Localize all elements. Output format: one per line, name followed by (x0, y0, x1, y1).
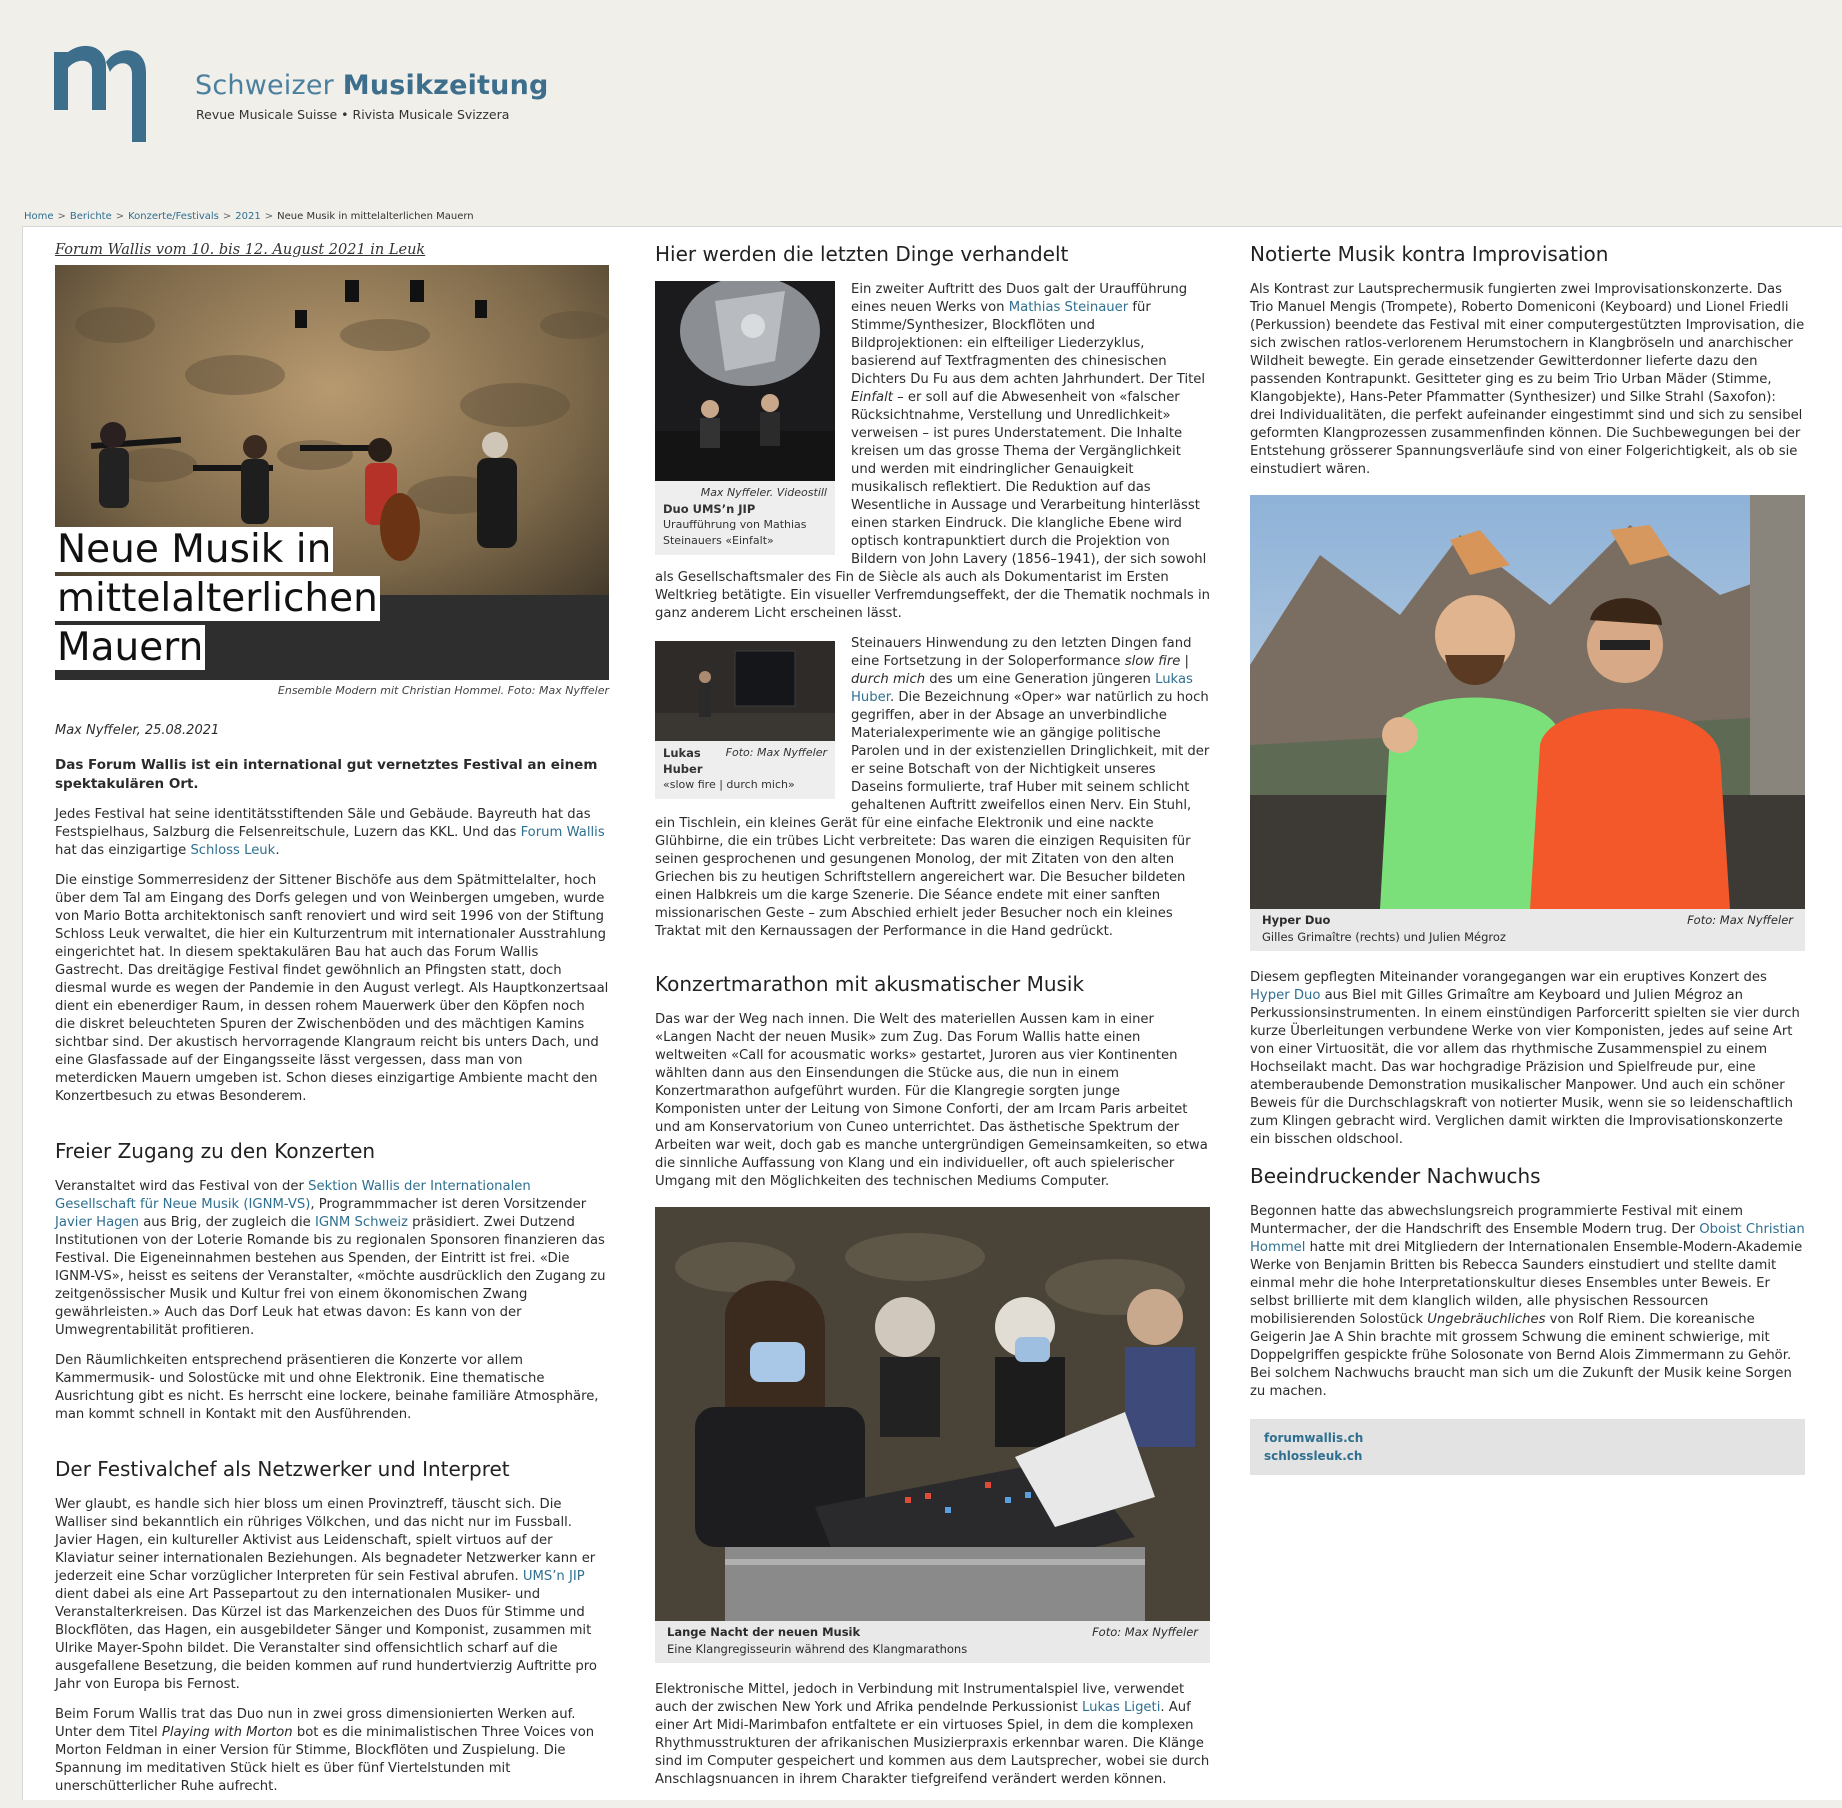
paragraph-11: Als Kontrast zur Lautsprechermusik fungierten zwei Improvisationskonzerte. Das Trio Manuel Mengis (Trompete), Roberto Domeniconi (Keyboard) und Lionel Friedli (Perkussion) beendete das Festival mit einer computergestützten Improvisation, die sich zwischen ratlos-verlorenem Herumstochern in Klangbröseln und anarchischer Wildheit bewegte. Ein gerade einsetzender Gewitterdonner lieferte dazu den passenden Kontrapunkt. Gesitteter ging es zu beim Trio Urban Mäder (Stimme, Klangobjekte), Hans-Peter Pfammatter (Synthesizer) und Silke Strahl (Saxofon): drei Individualitäten, die perfekt aufeinander eingestimmt sind und sich zu sensibel geformten Klangprozessen zusammenfinden können. Die Suchbewegungen bei der Entstehung grösserer Spannungsverläufe sind von einer Folgerichtigkeit, als ob sie einstudiert wären. (1250, 282, 1805, 477)
paragraph-8: Steinauers Hinwendung zu den letzten Dingen fand eine Fortsetzung in der Soloperformance slow fire | durch mich des um eine Generation jüngeren Lukas Huber. Die Bezeichnung «Oper» war natürlich zu hoch gegriffen, aber in der Absage an unverbindliche Materialexperimente wie an gängige politische Parolen und in der existenziellen Dringlichkeit, mit der er seine Botschaft von der Nichtigkeit unseres Daseins formulierte, traf Huber mit seinem schlicht gehaltenen Auftritt zweifellos einen Nerv. Ein Stuhl, ein Tischlein, ein kleines Gerät für eine einfache Elektronik und eine nackte Glühbirne, die ein trübes Licht verbreitete: Das waren die einzigen Requisiten für seinen gesprochenen und gesungenen Monolog, der mit Zitaten von den alten Griechen bis zu heutigen Schriftstellern angereichert war. Die Besucher bildeten einen Halbkreis um die karge Szenerie. Die Séance endete mit einer sanften missionarischen Geste – zum Abschied erhielt jeder Besucher noch ein kleines Traktat mit den Kernaussagen der Performance in die Hand gedrückt. (655, 636, 1210, 939)
link-hyper-duo[interactable]: Hyper Duo (1250, 988, 1321, 1003)
link-schloss-leuk[interactable]: Schloss Leuk (190, 843, 276, 858)
breadcrumb: Home > Berichte > Konzerte/Festivals > 2021 > Neue Musik in mittelalterlichen Mauern (24, 211, 474, 222)
paragraph-6: Beim Forum Wallis trat das Duo nun in zwei gross dimensionierten Werken auf. Unter dem Titel Playing with Morton bot es die minimalistischen Three Voices von Morton Feldman in einer Version für Stimme, Blockflöten und Zuspielung. Die Spannung im meditativen Stück hielt es über fünf Viertelstunden mit unerschütterlicher Ruhe aufrecht. (55, 1707, 595, 1794)
figure-nacht-title: Lange Nacht der neuen Musik (667, 1625, 861, 1639)
link-ignm-schweiz[interactable]: IGNM Schweiz (314, 1215, 408, 1230)
breadcrumb-konzerte[interactable]: Konzerte/Festivals (128, 211, 219, 222)
article-title (55, 525, 380, 672)
article-kicker: Forum Wallis vom 10. bis 12. August 2021 in Leuk (55, 242, 426, 258)
figure-huber-credit: Foto: Max Nyffeler (725, 746, 827, 759)
breadcrumb-year[interactable]: 2021 (235, 211, 261, 222)
smz-m-logo[interactable] (54, 44, 156, 142)
byline: Max Nyffeler, 25.08.2021 (55, 723, 220, 738)
link-umsn-jip[interactable]: UMS’n JIP (522, 1569, 585, 1584)
link-mathias-steinauer[interactable]: Mathias Steinauer (1008, 300, 1129, 315)
heading-festivalchef: Der Festivalchef als Netzwerker und Interpret (55, 1457, 510, 1481)
heading-konzertmarathon: Konzertmarathon mit akusmatischer Musik (655, 972, 1085, 996)
figure-hyper-title: Hyper Duo (1262, 913, 1331, 927)
paragraph-13: Begonnen hatte das abwechslungsreich programmierte Festival mit einem Muntermacher, der die Handschrift des Ensemble Modern trug. Der Oboist Christian Hommel hatte mit drei Mitgliedern der Internationalen Ensemble-Modern-Akademie Werke von Benjamin Britten bis Rebecca Saunders einstudiert und stellte damit einmal mehr die hohe Interpretationskultur dieses Ensembles unter Beweis. Er selbst brillierte mit dem klanglich wilden, alle physischen Ressourcen mobilisierenden Solostück Ungebräuchliches von Rolf Riem. Die koreanische Geigerin Jae A Shin brachte mit grossem Schwung die eminent schwierige, mit Doppelgriffen gespickte frühe Solosonate von Bernd Alois Zimmermann zu Gehör. Bei solchem Nachwuchs braucht man sich um die Zukunft der Musik keine Sorgen zu machen. (1250, 1204, 1805, 1399)
title-line-2: mittelalterlichen (57, 576, 378, 621)
link-christian-hommel[interactable]: Oboist Christian Hommel (1250, 1222, 1805, 1255)
huber-stage-photo (655, 641, 835, 741)
heading-letzte-dinge: Hier werden die letzten Dinge verhandelt (655, 242, 1069, 266)
figure-lange-nacht (655, 1207, 1210, 1663)
paragraph-4: Den Räumlichkeiten entsprechend präsentieren die Konzerte vor allem Kammermusik- und Solostücke mit und ohne Elektronik. Eine thematische Ausrichtung gibt es nicht. Es herrscht eine lockere, beinahe familiäre Atmosphäre, man kommt schnell in Kontakt mit den Ausführenden. (55, 1353, 599, 1422)
site-header (0, 0, 1842, 210)
figure-nacht-text: Eine Klangregisseurin während des Klangmarathons (667, 1642, 968, 1656)
paragraph-3: Veranstaltet wird das Festival von der Sektion Wallis der Internationalen Gesellschaft für Neue Musik (IGNM-VS), Programmmacher ist deren Vorsitzender Javier Hagen aus Brig, der zugleich die IGNM Schweiz präsidiert. Zwei Dutzend Institutionen von der Loterie Romande bis zu regionalen Sponsoren finanzieren das Festival. Die Eigeneinnahmen bestehen aus Spenden, der Eintritt ist frei. «Die IGNM-VS», heisst es seitens der Veranstalter, «möchte ausdrücklich den Zugang zu zeitgenössischer Musik und Kultur frei von einem ökonomischen Zwang gewährleisten.» Auch das Dorf Leuk hat etwas davon: Es kann von der Umwegrentabilität profitieren. (55, 1179, 606, 1338)
title-line-1: Neue Musik in (57, 527, 332, 572)
paragraph-12: Diesem gepflegten Miteinander vorangegangen war ein eruptives Konzert des Hyper Duo aus Biel mit Gilles Grimaître am Keyboard und Julien Mégroz an Perkussionsinstrumenten. In einem einstündigen Parforceritt spielten sie vier durch kurze Überleitungen verbundene Werke von vier Komponisten, jedes auf seine Art von einer Virtuosität, die vor allem das rhythmische Zusammenspiel zu einem Hochseilakt macht. Das war hochgradige Präzision und Spielfreude pur, eine atemberaubende Demonstration musikalischer Manpower. Und auch ein schöner Beweis für die Durchschlagskraft von notierter Musik, wenn sie so leidenschaftlich zum Klingen gebracht wird. Verglichen damit wirkten die Improvisationskonzerte ein bisschen oldschool. (1250, 970, 1800, 1147)
hero-image (55, 265, 609, 680)
link-javier-hagen[interactable]: Javier Hagen (55, 1215, 140, 1230)
brand-tagline: Revue Musicale Suisse • Rivista Musicale Svizzera (196, 107, 510, 122)
paragraph-1: Jedes Festival hat seine identitätsstiftenden Säle und Gebäude. Bayreuth hat das Festspielhaus, Salzburg die Felsenreitschule, Luzern das KKL. Und das Forum Wallis hat das einzigartige Schloss Leuk. (55, 807, 605, 858)
title-line-3: Mauern (57, 625, 204, 670)
article-column-1 (55, 227, 609, 1808)
paragraph-10: Elektronische Mittel, jedoch in Verbindung mit Instrumentalspiel live, verwendet auch der zwischen New York und Afrika pendelnde Perkussionist Lukas Ligeti. Auf einer Art Midi-Marimbafon entfaltete er ein virtuoses Spiel, in dem die komplexen Rhythmusstrukturen der afrikanischen Musizierpraxis erkennbar waren. Die Klänge sind im Computer gespeichert und kommen aus dem Lautsprecher, wobei sie durch Anschlagsnuancen in ihrem Charakter tiefgreifend verändert werden können. (655, 1682, 1210, 1787)
link-lukas-huber[interactable]: Lukas Huber (851, 672, 1193, 705)
external-links-box (1250, 1419, 1805, 1475)
figure-lukas-huber (655, 641, 835, 799)
paragraph-5: Wer glaubt, es handle sich hier bloss um einen Provinztreff, täuscht sich. Die Walliser sind bekanntlich ein rühriges Völkchen, und das nicht nur im Fussball. Javier Hagen, ein kultureller Aktivist aus Leidenschaft, spielt virtuos auf der Klaviatur seiner internationalen Beziehungen. Als begnadeter Netzwerker kann er jederzeit eine Schar vorzüglicher Interpreten für sein Festival abrufen. UMS’n JIP dient dabei als eine Art Passepartout zu den internationalen Musiker- und Veranstalterkreisen. Das Kürzel ist das Markenzeichen des Duos für Stimme und Blockflöten, das Hagen, ein ausgebildeter Sänger und Komponist, zusammen mit Ulrike Mayer-Spohn bildet. Die Veranstalter sind offensichtlich scharf auf die ausgefallene Besetzung, die beiden kommen auf rund hundertvierzig Auftritte pro Jahr von Europa bis Fernost. (55, 1497, 597, 1692)
paragraph-7: Ein zweiter Auftritt des Duos galt der Uraufführung eines neuen Werks von Mathias Steinauer für Stimme/Synthesizer, Blockflöten und Bildprojektionen: ein elfteiliger Liederzyklus, basierend auf Textfragmenten des chinesischen Dichters Du Fu aus dem achten Jahrhundert. Der Titel Einfalt – er soll auf die Abwesenheit von «falscher Rücksichtnahme, Verstellung und Unredlichkeit» verweisen – ist pures Understatement. Die Inhalte kreisen um das grosse Thema der Vergänglichkeit und werden mit eindringlicher Genauigkeit musikalisch reflektiert. Die Reduktion auf das Wesentliche in Aussage und Verarbeitung hinterlässt einen starken Eindruck. Die klangliche Ebene wird optisch kontrapunktiert durch die Projektion von Bildern von John Lavery (1856–1941), der sich sowohl als Gesellschaftsmaler des Fin de Siècle als auch als Dokumentarist im Ersten Weltkrieg betätigte. Ein visueller Verfremdungseffekt, der die Thematik nochmals in ganz anderem Licht erscheinen lässt. (655, 282, 1210, 621)
hero-caption: Ensemble Modern mit Christian Hommel. Foto: Max Nyffeler (277, 684, 609, 697)
article-page (22, 226, 1842, 1800)
paragraph-9: Das war der Weg nach innen. Die Welt des materiellen Aussen kam in einer «Langen Nacht der neuen Musik» zum Zug. Das Forum Wallis hatte einen weltweiten «Call for acousmatic works» gestartet, Juroren aus vier Kontinenten wählten dann aus den Einsendungen die Stücke aus, die nun in einem Konzertmarathon aufgeführt wurden. Für die Klangregie sorgten junge Komponisten unter der Leitung von Simone Conforti, der am Ircam Paris arbeitet und am Konservatorium von Cuneo unterrichtet. Das ästhetische Spektrum der Arbeiten war weit, doch gab es manche untergründigen Gemeinsamkeiten, so etwa die sinnliche Auffassung von Klang und ein individueller, oft auch spielerischer Umgang mit den Möglichkeiten des technischen Mediums Computer. (655, 1012, 1208, 1189)
breadcrumb-berichte[interactable]: Berichte (69, 211, 112, 222)
article-column-3 (1250, 227, 1805, 1475)
figure-hyper-text: Gilles Grimaître (rechts) und Julien Mégroz (1262, 930, 1506, 944)
link-forum-wallis[interactable]: Forum Wallis (520, 825, 605, 840)
figure-huber-title: Lukas Huber (663, 746, 703, 776)
heading-notierte-musik: Notierte Musik kontra Improvisation (1250, 242, 1609, 266)
link-ignm-vs[interactable]: Sektion Wallis der Internationalen Gesellschaft für Neue Musik (IGNM-VS) (55, 1179, 531, 1212)
paragraph-2: Die einstige Sommerresidenz der Sittener Bischöfe aus dem Spätmittelalter, hoch über dem Tal am Eingang des Dorfs gelegen und von Weinbergen umgeben, wurde von Mario Botta architektonisch sanft renoviert und wird seit 1996 von der Stiftung Schloss Leuk verwaltet, die hier ein Kulturzentrum mit internationaler Ausstrahlung eingerichtet hat. In diesem spektakulären Bau hat auch das Forum Wallis Gastrecht. Das dreitägige Festival findet gewöhnlich an Pfingsten statt, doch diesmal wurde es wegen der Pandemie in den August verlegt. Als Hauptkonzertsaal dient ein ebenerdiger Raum, in dessen rohem Mauerwerk über den Köpfen noch die diskret beleuchteten Spuren der Zwischenböden und des mächtigen Kamins sichtbar sind. Der akustisch hervorragende Klangraum reicht bis unters Dach, und eine Glasfassade auf der Eingangsseite lässt vergessen, dass man von meterdicken Mauern umgeben ist. Schon dieses einzigartige Ambiente macht den Konzertbesuch zu etwas Besonderem. (55, 873, 609, 1104)
breadcrumb-current: Neue Musik in mittelalterlichen Mauern (277, 211, 474, 222)
figure-hyper-duo (1250, 495, 1805, 951)
link-forumwallis[interactable]: forumwallis.ch (1264, 1431, 1364, 1445)
figure-nacht-credit: Foto: Max Nyffeler (1092, 1625, 1198, 1639)
heading-freier-zugang: Freier Zugang zu den Konzerten (55, 1139, 376, 1163)
mixing-desk-photo (655, 1207, 1210, 1621)
figure-huber-text: «slow fire | durch mich» (663, 778, 795, 791)
figure-hyper-credit: Foto: Max Nyffeler (1687, 913, 1793, 927)
link-lukas-ligeti[interactable]: Lukas Ligeti (1082, 1700, 1161, 1715)
figure-duo-credit: Max Nyffeler. Videostill (700, 486, 827, 499)
heading-nachwuchs: Beeindruckender Nachwuchs (1250, 1164, 1541, 1188)
hyper-duo-photo (1250, 495, 1805, 909)
breadcrumb-home[interactable]: Home (24, 211, 54, 222)
figure-duo-text: Uraufführung von Mathias Steinauers «Einfalt» (663, 518, 807, 547)
article-lead: Das Forum Wallis ist ein international gut vernetztes Festival an einem spektakulären Ort. (55, 757, 598, 792)
figure-duo-umsn-jip (655, 281, 835, 555)
brand-name[interactable]: Schweizer Musikzeitung (195, 70, 549, 101)
article-column-2 (655, 227, 1210, 1801)
duo-videostill-photo (655, 281, 835, 481)
figure-duo-title: Duo UMS’n JIP (663, 502, 756, 516)
link-schlossleuk[interactable]: schlossleuk.ch (1264, 1449, 1363, 1463)
